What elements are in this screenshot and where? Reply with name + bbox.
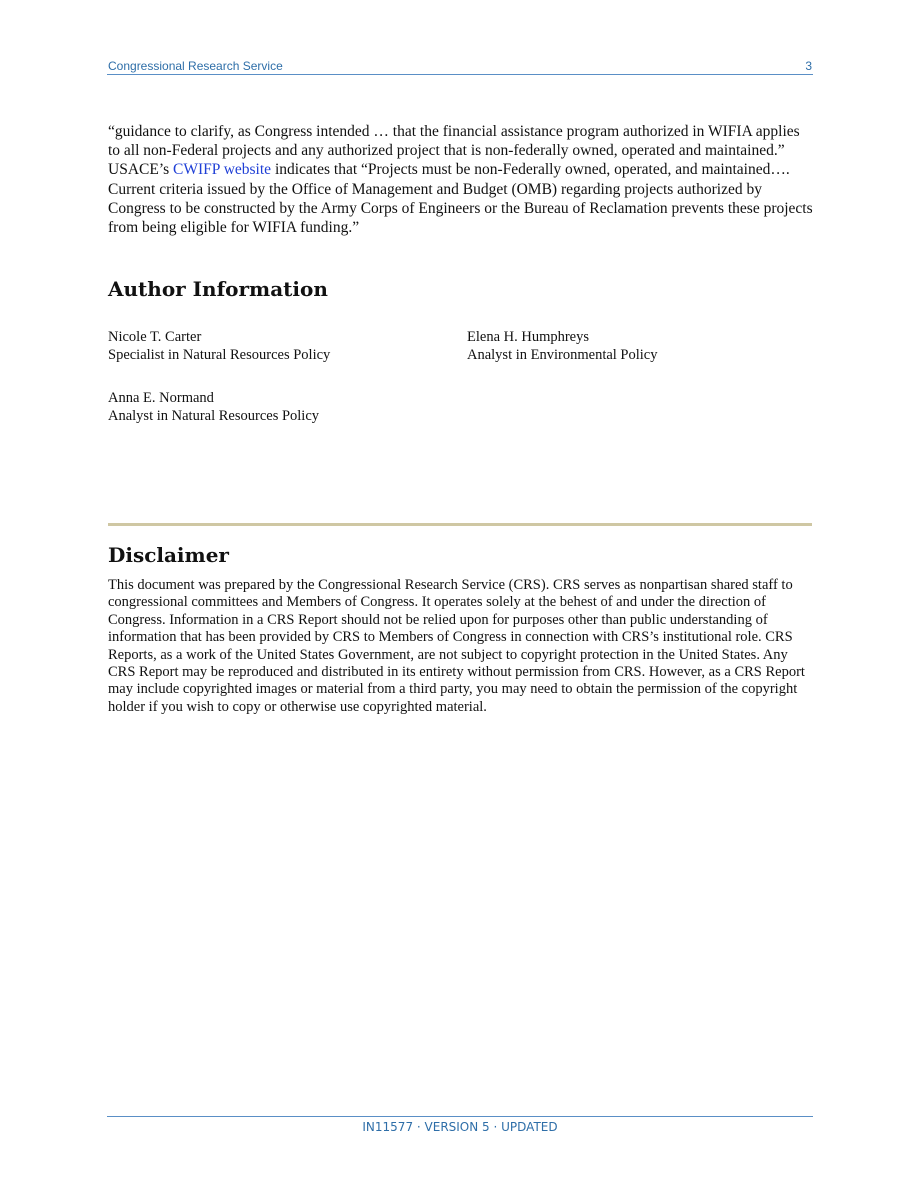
header-title: Congressional Research Service bbox=[108, 59, 283, 73]
disclaimer-heading: Disclaimer bbox=[108, 543, 229, 567]
author-title: Analyst in Natural Resources Policy bbox=[108, 408, 320, 424]
author-name: Nicole T. Carter bbox=[108, 329, 202, 345]
section-divider bbox=[108, 523, 812, 526]
page-number: 3 bbox=[805, 59, 812, 73]
author-information-heading: Author Information bbox=[108, 277, 328, 301]
paragraph-text-after-link: indicates that “Projects must be non-Federally owned, operated, and maintained…. Current criteria issued by the Office of Management and Budget (OMB) regarding projects authorized by Congress to be constructed by the Army Corps of Engineers or the Bureau of Reclamation prevents these projects from being eligible for WIFIA funding.” bbox=[108, 161, 813, 237]
author-block bbox=[467, 328, 658, 364]
author-name: Elena H. Humphreys bbox=[467, 329, 590, 345]
paragraph-text-before-link: “guidance to clarify, as Congress intended … that the financial assistance program authorized in WIFIA applies to all non-Federal projects and any authorized project that is non-federally owned, operated and maintained.” USACE’s bbox=[108, 123, 800, 179]
author-title: Specialist in Natural Resources Policy bbox=[108, 347, 331, 363]
cwifp-website-link[interactable]: CWIFP website bbox=[173, 161, 272, 179]
footer-report-id: IN11577 · VERSION 5 · UPDATED bbox=[362, 1120, 558, 1134]
body-paragraph bbox=[108, 122, 814, 237]
author-block bbox=[108, 389, 319, 425]
author-name: Anna E. Normand bbox=[108, 390, 214, 406]
author-block bbox=[108, 328, 330, 364]
footer-divider bbox=[107, 1116, 813, 1117]
author-title: Analyst in Environmental Policy bbox=[467, 347, 658, 363]
page-header bbox=[107, 58, 813, 75]
disclaimer-text: This document was prepared by the Congressional Research Service (CRS). CRS serves as nonpartisan shared staff to congressional committees and Members of Congress. It operates solely at the behest of and under the direction of Congress. Information in a CRS Report should not be relied upon for purposes other than public understanding of information that has been provided by CRS to Members of Congress in connection with CRS’s institutional role. CRS Reports, as a work of the United States Government, are not subject to copyright protection in the United States. Any CRS Report may be reproduced and distributed in its entirety without permission from CRS. However, as a CRS Report may include copyrighted images or material from a third party, you may need to obtain the permission of the copyright holder if you wish to copy or otherwise use copyrighted material. bbox=[108, 577, 805, 715]
